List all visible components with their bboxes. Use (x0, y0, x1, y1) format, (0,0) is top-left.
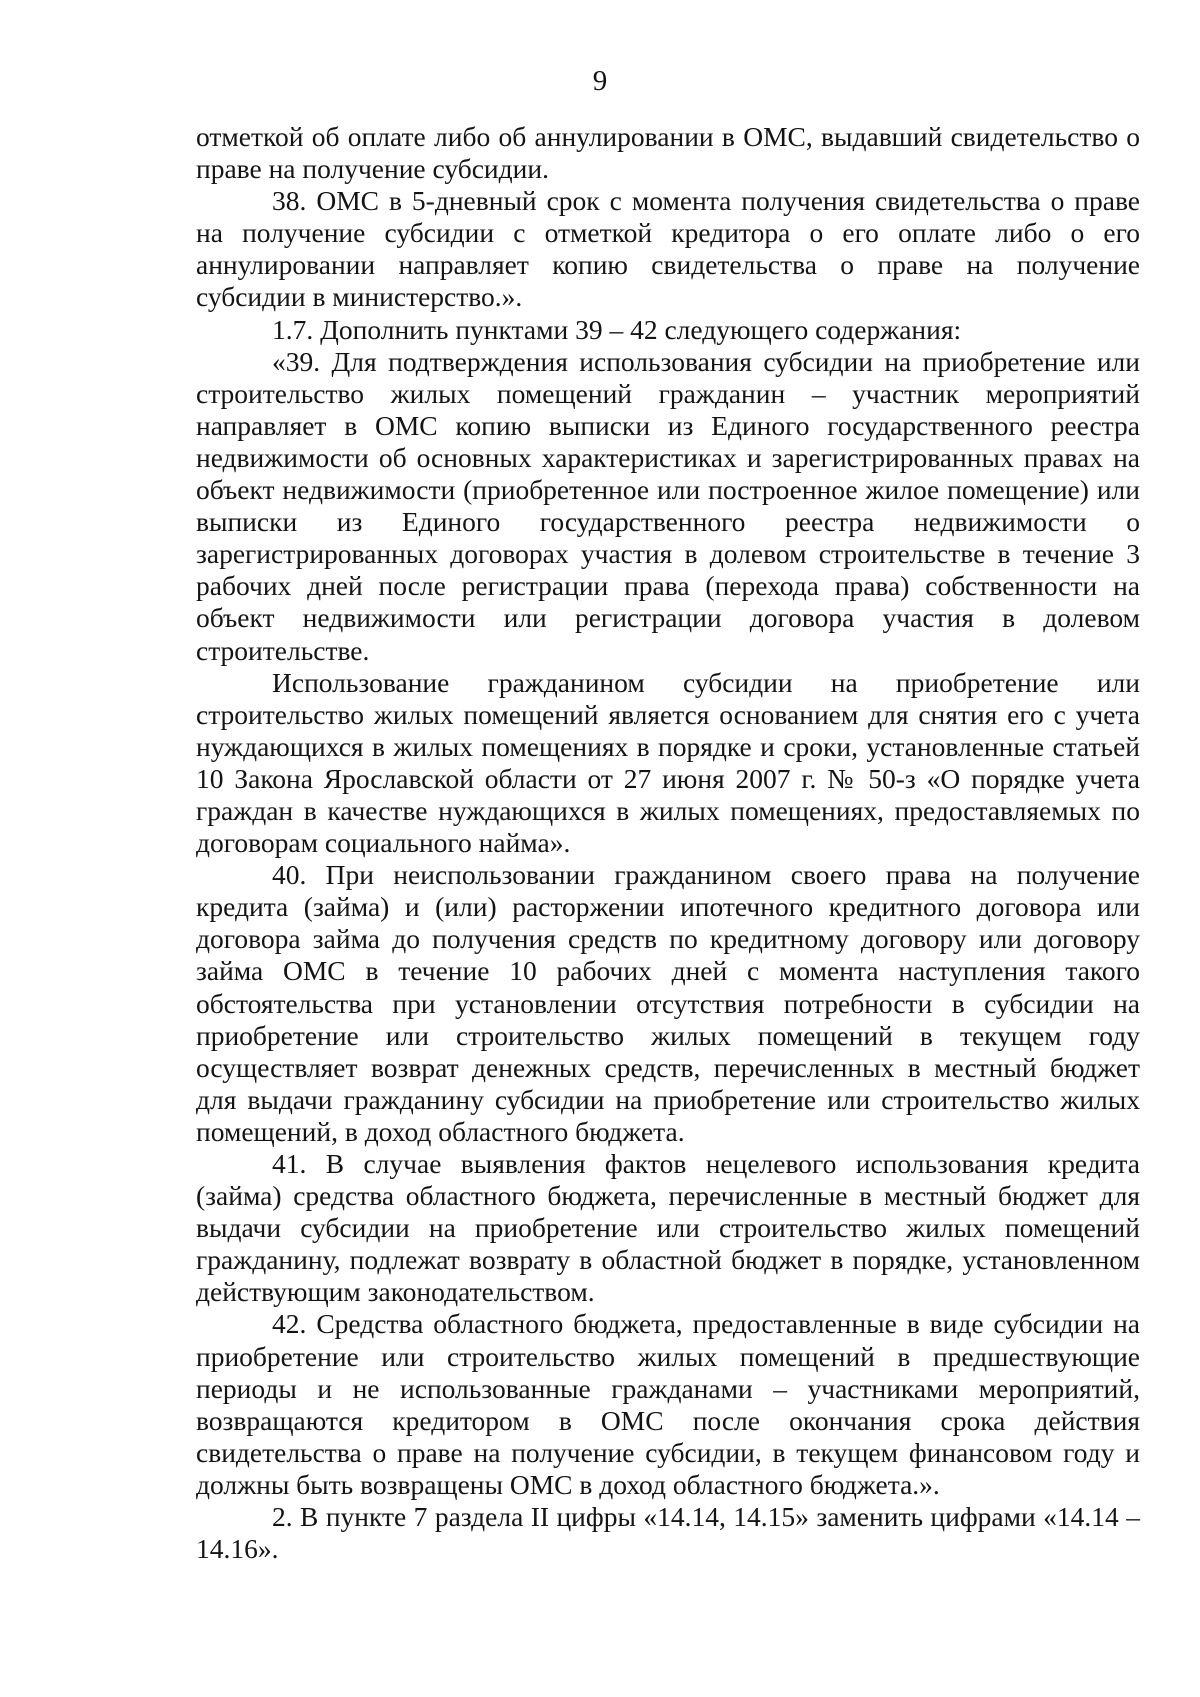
paragraph-item-40: 40. При неиспользовании гражданином своего права на получение кредита (займа) и (или) расторжении ипотечного кредитного договора или договора займа до получения средств по кредитному договору или договору займа ОМС в течение 10 рабочих дней с момента наступления такого обстоятельства при установлении отсутствия потребности в субсидии на приобретение или строительство жилых помещений в текущем году осуществляет возврат денежных средств, перечисленных в местный бюджет для выдачи гражданину субсидии на приобретение или строительство жилых помещений, в доход областного бюджета. (196, 859, 1140, 1147)
paragraph-item-39: «39. Для подтверждения использования субсидии на приобретение или строительство жилых помещений гражданин – участник мероприятий направляет в ОМС копию выписки из Единого государственного реестра недвижимости об основных характеристиках и зарегистрированных правах на объект недвижимости (приобретенное или построенное жилое помещение) или выписки из Единого государственного реестра недвижимости о зарегистрированных договорах участия в долевом строительстве в течение 3 рабочих дней после регистрации права (перехода права) собственности на объект недвижимости или регистрации договора участия в долевом строительстве. (196, 345, 1140, 666)
paragraph-continuation: отметкой об оплате либо об аннулировании в ОМС, выдавший свидетельство о праве на получение субсидии. (196, 121, 1140, 185)
paragraph-amendment-2: 2. В пункте 7 раздела II цифры «14.14, 14.15» заменить цифрами «14.14 – 14.16». (196, 1501, 1140, 1565)
paragraph-item-38: 38. ОМС в 5-дневный срок с момента получения свидетельства о праве на получение субсидии с отметкой кредитора о его оплате либо о его аннулировании направляет копию свидетельства о праве на получение субсидии в министерство.». (196, 185, 1140, 313)
paragraph-item-42: 42. Средства областного бюджета, предоставленные в виде субсидии на приобретение или строительство жилых помещений в предшествующие периоды и не использованные гражданами – участниками мероприятий, возвращаются кредитором в ОМС после окончания срока действия свидетельства о праве на получение субсидии, в текущем финансовом году и должны быть возвращены ОМС в доход областного бюджета.». (196, 1308, 1140, 1500)
page-number: 9 (592, 65, 608, 97)
paragraph-amendment-1-7: 1.7. Дополнить пунктами 39 – 42 следующего содержания: (272, 313, 962, 345)
paragraph-item-41: 41. В случае выявления фактов нецелевого использования кредита (займа) средства областного бюджета, перечисленные в местный бюджет для выдачи субсидии на приобретение или строительство жилых помещений гражданину, подлежат возврату в областной бюджет в порядке, установленном действующим законодательством. (196, 1148, 1140, 1308)
paragraph-item-39-usage: Использование гражданином субсидии на приобретение или строительство жилых помещений является основанием для снятия его с учета нуждающихся в жилых помещениях в порядке и сроки, установленные статьей 10 Закона Ярославской области от 27 июня 2007 г. № 50-з «О порядке учета граждан в качестве нуждающихся в жилых помещениях, предоставляемых по договорам социального найма». (196, 666, 1140, 859)
document-body (196, 121, 1140, 1565)
